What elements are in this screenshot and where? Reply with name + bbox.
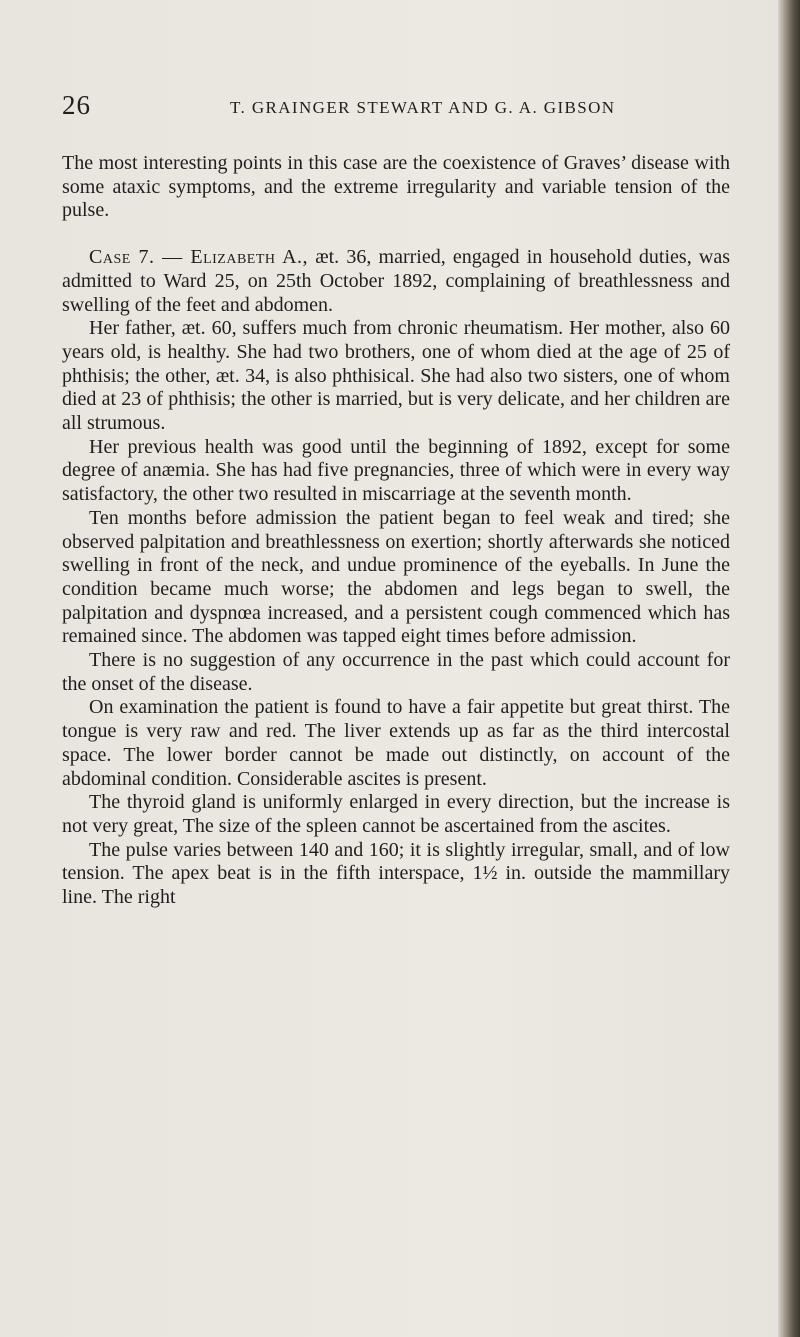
page-number: 26 bbox=[62, 90, 91, 120]
paragraph-thyroid: The thyroid gland is uniformly enlarged in every direction, but the increase is not very great, The size of the spleen cannot be ascertained from the ascites. bbox=[62, 791, 730, 837]
paragraph-previous-health: Her previous health was good until the beginning of 1892, except for some degree of anæmia. She has had five pregnancies, three of which were in every way satisfactory, the other two resulted in miscarriage at the seventh month. bbox=[62, 435, 730, 506]
paragraph-no-suggestion: There is no suggestion of any occurrence in the past which could account for the onset of the disease. bbox=[62, 649, 730, 695]
running-head: T. GRAINGER STEWART AND G. A. GIBSON bbox=[230, 98, 616, 117]
page-edge-shadow bbox=[778, 0, 800, 1337]
paragraph-examination: On examination the patient is found to have a fair appetite but great thirst. The tongue is very raw and red. The liver extends up as far as the third intercostal space. The lower border cannot be made out distinctly, on account of the abdominal condition. Considerable ascites is present. bbox=[62, 696, 730, 790]
paragraph-case-intro: Case 7. — Elizabeth A., æt. 36, married, engaged in household duties, was admitted to Ward 25, on 25th October 1892, complaining of breathlessness and swelling of the feet and abdomen. bbox=[62, 246, 730, 316]
body-text bbox=[62, 152, 730, 910]
paragraph-family-history: Her father, æt. 60, suffers much from chronic rheumatism. Her mother, also 60 years old, is healthy. She had two brothers, one of whom died at the age of 25 of phthisis; the other, æt. 34, is also phthisical. She had also two sisters, one of whom died at 23 of phthisis; the other is married, but is very delicate, and her children are all strumous. bbox=[62, 317, 730, 435]
paragraph-onset: Ten months before admission the patient began to feel weak and tired; she observed palpitation and breathlessness on exertion; shortly afterwards she noticed swelling in front of the neck, and undue prominence of the eyeballs. In June the condition became much worse; the abdomen and legs began to swell, the palpitation and dyspnœa increased, and a persistent cough commenced which has remained since. The abdomen was tapped eight times before admission. bbox=[62, 506, 730, 648]
page-header bbox=[0, 90, 800, 130]
paragraph-pulse: The pulse varies between 140 and 160; it is slightly irregular, small, and of low tension. The apex beat is in the fifth interspace, 1½ in. outside the mammillary line. The right bbox=[62, 838, 730, 909]
paragraph-summary: The most interesting points in this case are the coexistence of Graves’ disease with some ataxic symptoms, and the extreme irregularity and variable tension of the pulse. bbox=[62, 152, 730, 222]
case-heading: Case 7. — Elizabeth A., bbox=[89, 246, 309, 269]
